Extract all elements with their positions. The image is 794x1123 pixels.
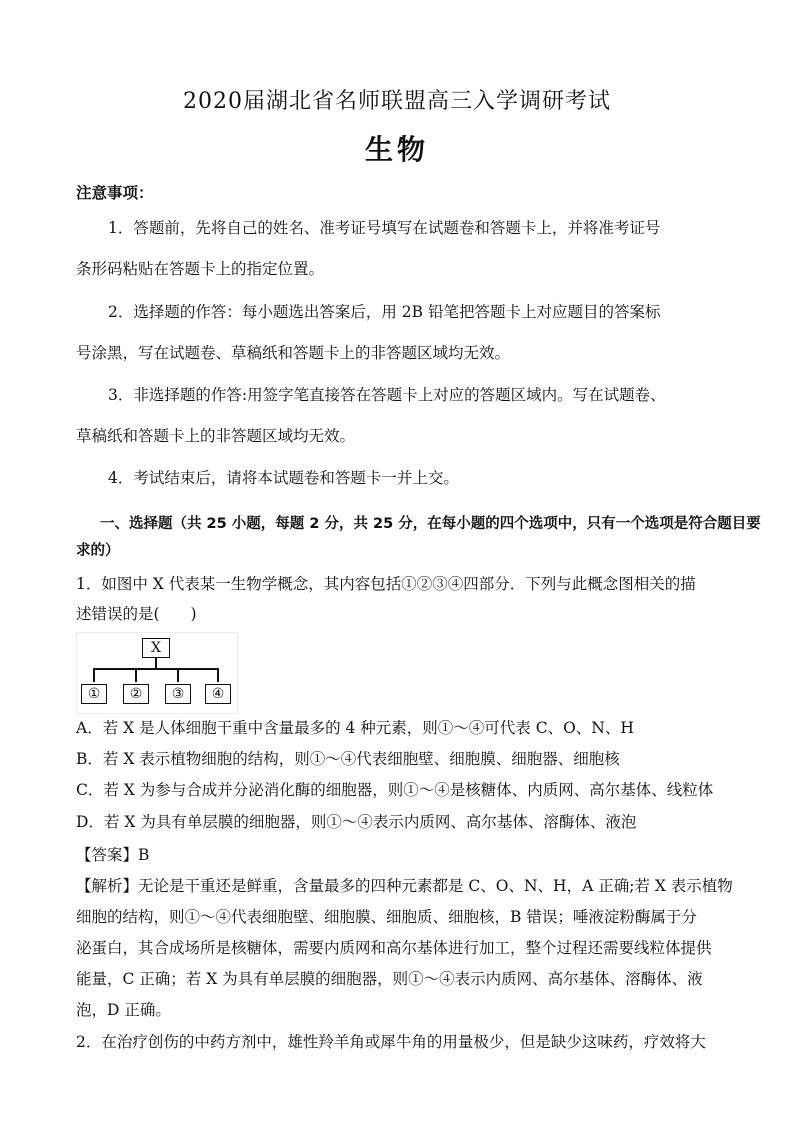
analysis-line: 能量，C 正确；若 X 为具有单层膜的细胞器，则①～④表示内质网、高尔基体、溶酶体、液 xyxy=(76,970,703,988)
notice-line: 条形码粘贴在答题卡上的指定位置。 xyxy=(76,260,325,278)
diagram-child-box: ④ xyxy=(205,684,231,704)
diagram-drop-line xyxy=(135,668,137,682)
notice-line: 号涂黑，写在试题卷、草稿纸和答题卡上的非答题区域均无效。 xyxy=(76,344,511,362)
question-stem: 2．在治疗创伤的中药方剂中，雄性羚羊角或犀牛角的用量极少，但是缺少这味药，疗效将大 xyxy=(76,1033,706,1051)
diagram-root-box: X xyxy=(142,638,170,658)
notice-line: 2．选择题的作答：每小题选出答案后，用 2B 铅笔把答题卡上对应题目的答案标 xyxy=(108,303,661,321)
diagram-child-box: ② xyxy=(123,684,149,704)
question-stem-cont: 述错误的是( ) xyxy=(76,605,197,623)
diagram-drop-line xyxy=(177,668,179,682)
analysis-line: 细胞的结构，则①～④代表细胞壁、细胞膜、细胞质、细胞核，B 错误；唾液淀粉酶属于分 xyxy=(76,908,697,926)
notice-heading: 注意事项： xyxy=(76,184,154,202)
exam-title: 2020届湖北省名师联盟高三入学调研考试 xyxy=(183,89,611,114)
notice-line: 1．答题前，先将自己的姓名、准考证号填写在试题卷和答题卡上，并将准考证号 xyxy=(108,219,661,237)
diagram-bar-line xyxy=(93,668,218,670)
option-a: A．若 X 是人体细胞干重中含量最多的 4 种元素，则①～④可代表 C、O、N、H xyxy=(76,719,634,737)
section-heading-cont: 求的） xyxy=(76,543,120,559)
subject-title: 生物 xyxy=(364,133,429,166)
analysis-line: 【解析】无论是干重还是鲜重，含量最多的四种元素都是 C、O、N、H，A 正确;若 X 表示植物 xyxy=(76,877,733,895)
option-c: C．若 X 为参与合成并分泌消化酶的细胞器，则①～④是核糖体、内质网、高尔基体、线粒体 xyxy=(76,781,714,799)
option-d: D．若 X 为具有单层膜的细胞器，则①～④表示内质网、高尔基体、溶酶体、液泡 xyxy=(76,813,637,831)
diagram-stem-line xyxy=(155,658,157,668)
notice-line: 草稿纸和答题卡上的非答题区域均无效。 xyxy=(76,427,356,445)
answer-line: 【答案】B xyxy=(76,846,150,864)
diagram-child-box: ③ xyxy=(165,684,191,704)
notice-line: 3．非选择题的作答:用签字笔直接答在答题卡上对应的答题区域内。写在试题卷、 xyxy=(108,386,666,404)
question-stem: 1．如图中 X 代表某一生物学概念，其内容包括①②③④四部分．下列与此概念图相关的描 xyxy=(76,575,696,593)
analysis-line: 泡，D 正确。 xyxy=(76,1001,171,1019)
option-b: B．若 X 表示植物细胞的结构，则①～④代表细胞壁、细胞膜、细胞器、细胞核 xyxy=(76,750,620,768)
section-heading: 一、选择题（共 25 小题，每题 2 分，共 25 分，在每小题的四个选项中，只有一个选项是符合题目要 xyxy=(100,516,761,532)
diagram-drop-line xyxy=(93,668,95,682)
notice-line: 4．考试结束后，请将本试题卷和答题卡一并上交。 xyxy=(108,469,459,487)
diagram-child-box: ① xyxy=(81,684,107,704)
diagram-drop-line xyxy=(217,668,219,682)
concept-diagram xyxy=(76,632,238,714)
analysis-line: 泌蛋白，其合成场所是核糖体，需要内质网和高尔基体进行加工，整个过程还需要线粒体提供 xyxy=(76,939,712,957)
